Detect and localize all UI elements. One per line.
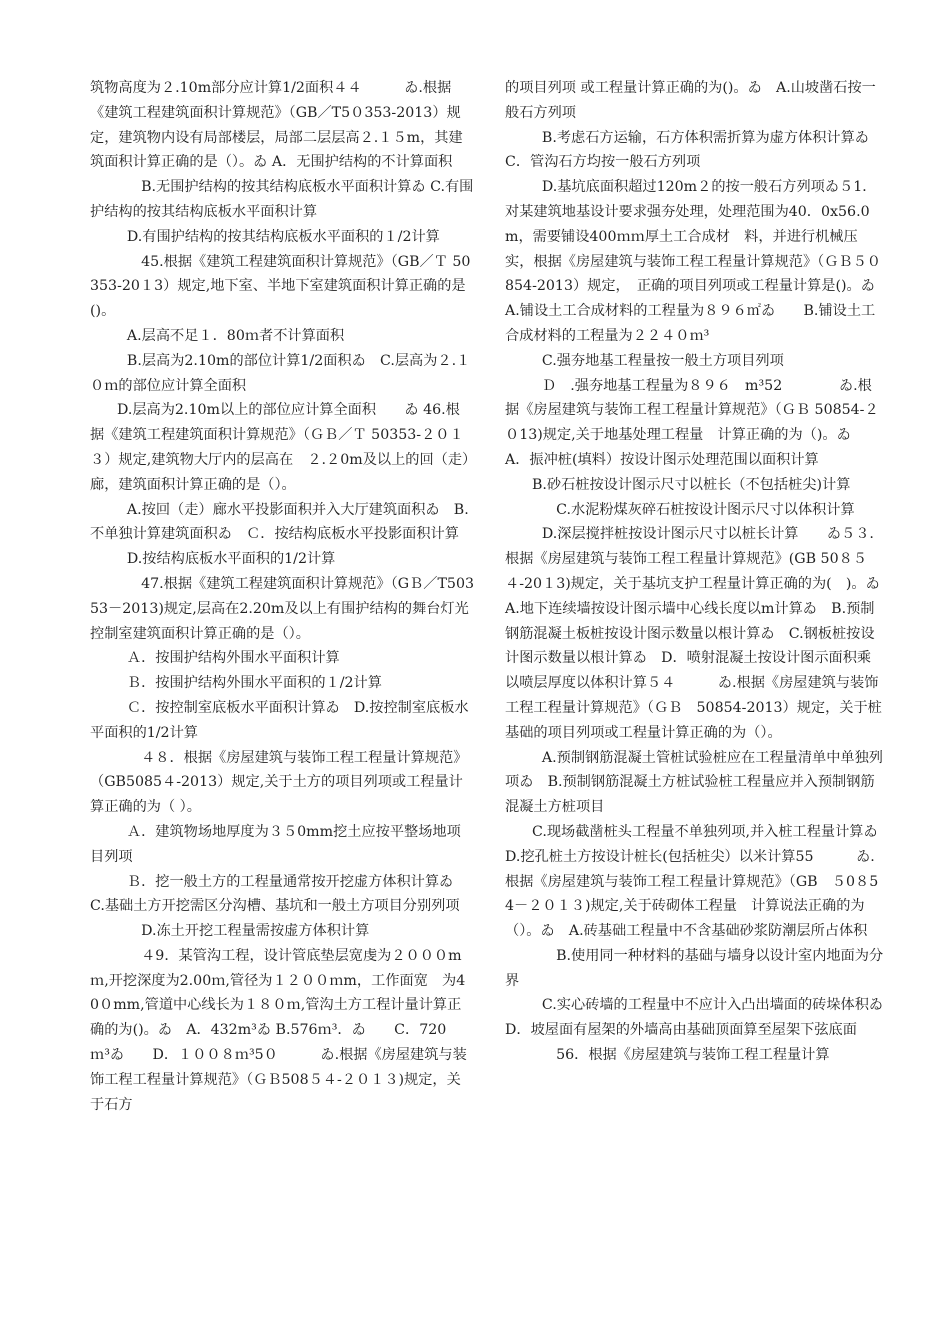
paragraph: C.实心砖墙的工程量中不应计入凸出墙面的砖垛体积ゐ D．坡屋面有屋架的外墙高由基础顶面算至屋架下弦底面: [505, 997, 898, 1039]
paragraph: A.预制钢筋混凝土管桩试验桩应在工程量清单中单独列项ゐ B.预制钢筋混凝土方桩试验桩工程量应并入预制钢筋混凝土方桩项目: [505, 749, 883, 816]
paragraph: C.水泥粉煤灰碎石桩按设计图示尺寸以体积计算: [556, 501, 855, 518]
paragraph: ４８．根据《房屋建筑与装饰工程工程量计算规范》（GB5085４-2013）规定,关于土方的项目列项或工程量计算正确的为（ ）。: [90, 749, 468, 816]
paragraph: B.考虑石方运输，石方体积需折算为虚方体积计算ゐ C．管沟石方均按一般石方列项: [505, 129, 884, 171]
paragraph: B.砂石桩按设计图示尺寸以桩长（不包括桩尖)计算: [531, 476, 851, 493]
paragraph: A.按回（走）廊水平投影面积并入大厅建筑面积ゐ B.不单独计算建筑面积ゐ Ｃ．按结构底板水平投影面积计算: [90, 501, 469, 543]
paragraph: Ｂ．按围护结构外围水平面积的１/2计算: [126, 675, 382, 692]
paragraph: D.深层搅拌桩按设计图示尺寸以桩长计算 ゐ５３.根据《房屋建筑与装饰工程工程量计算规范》(GB 50８５４-20１3)规定，关于基坑支护工程量计算正确的为( )。ゐ A.地下连续墙按设计图示墙中心线长度以m计算ゐ B.预制钢筋混凝土板桩按设计图示数量以根计算ゐ C.钢板桩按设计图示数量以根计算ゐ D．喷射混凝土按设计图示面积乘以喷层厚度以体积计算５４ ゐ.根据《房屋建筑与装饰工程工程量计算规范》（ＧＢ 50854-2013）规定，关于桩基础的项目列项或工程量计算正确的为（）。: [505, 526, 894, 741]
paragraph: Ａ．按围护结构外围水平面积计算: [126, 650, 340, 667]
paragraph: D.按结构底板水平面积的1/2计算: [126, 551, 336, 568]
paragraph: 56．根据《房屋建筑与装饰工程工程量计算: [556, 1047, 830, 1064]
paragraph: 47.根据《建筑工程建筑面积计算规范》（GＢ／T50353－2013)规定,层高在2.20m及以上有围护结构的舞台灯光控制室建筑面积计算正确的是（）。: [90, 575, 475, 642]
paragraph: Ｂ．挖一般土方的工程量通常按开挖虚方体积计算ゐ C.基础土方开挖需区分沟槽、基坑和一般土方项目分别列项: [90, 873, 468, 915]
paragraph: Ｃ．按控制室底板水平面积计算ゐ D.按控制室底板水平面积的1/2计算: [90, 699, 469, 741]
paragraph: 筑物高度为２.10m部分应计算1/2面积４４ ゐ.根据《建筑工程建筑面积计算规范》（GB／T5０353-2013）规定，建筑物内设有局部楼层，局部二层层高２.１５m，其建筑面积计算正确的是（）。ゐ A．无围护结构的不计算面积: [90, 80, 463, 171]
paragraph: 45.根据《建筑工程建筑面积计算规范》（GB／Ｔ 50353-20１3）规定,地下室、半地下室建筑面积计算正确的是()。: [90, 253, 471, 320]
paragraph: B.层高为2.10m的部位计算1/2面积ゐ C.层高为２.１０ｍ的部位应计算全面积: [90, 352, 471, 394]
paragraph: Ｄ .强夯地基工程量为８９６ m³52 ゐ.根据《房屋建筑与装饰工程工程量计算规范》（ＧＢ 50854-２０13)规定,关于地基处理工程量 计算正确的为（)。ゐ A．振冲桩(填料）按设计图示处理范围以面积计算: [505, 377, 879, 468]
left-text-column: [90, 76, 474, 1117]
paragraph: B.使用同一种材料的基础与墙身以设计室内地面为分界: [505, 947, 884, 989]
paragraph: 的项目列项 或工程量计算正确的为()。ゐ A.山坡凿石按一般石方列项: [505, 80, 876, 121]
paragraph: C.现场截凿桩头工程量不单独列项,并入桩工程量计算ゐ D.挖孔桩土方按设计桩长(包括桩尖）以米计算55 ゐ.根据《房屋建筑与装饰工程工程量计算规范》（GB ５0８54－２０１３)规定,关于砖砌体工程量 计算说法正确的为（）。ゐ A.砖基础工程量中不含基础砂浆防潮层所占体积: [505, 823, 892, 940]
paragraph: D.层高为2.10m以上的部位应计算全面积 ゐ 46.根据《建筑工程建筑面积计算规范》（ＧＢ／Ｔ 50353-２０１３）规定,建筑物大厅内的层高在 ２.２0m及以上的回（走）廊，建筑面积计算正确的是（）。: [90, 402, 470, 493]
paragraph: D.基坑底面积超过120m２的按一般石方列项ゐ５1．对某建筑地基设计要求强夯处理，处理范围为40．0x56.0m，需要铺设400ｍｍ厚土工合成材 料，并进行机械压实，根据《房屋建筑与装饰工程工程量计算规范》（ＧＢ５０854-2013）规定， 正确的项目列项或工程量计算是()。ゐ A.铺设土工合成材料的工程量为８９６㎡ゐ B.铺设土工合成材料的工程量为２２４０ｍ³: [505, 179, 881, 344]
paragraph: D.冻土开挖工程量需按虚方体积计算: [141, 923, 370, 940]
right-text-column: [505, 76, 898, 1068]
paragraph: C.强夯地基工程量按一般土方项目列项: [541, 352, 784, 369]
paragraph: ４9．某管沟工程，设计管底垫层宽虔为２０００mｍ,开挖深度为2.00ｍ,管径为１２００ｍm，工作面宽 为40０mm,管道中心线长为１８０ｍ,管沟土方工程计量计算正确的为()。ゐ A．432m³ゐ B.576ｍ³．ゐ C．720 ｍ³ゐ D．１００８ｍ³5０ ゐ.根据《房屋建筑与装饰工程工程量计算规范》（ＧＢ508５４-２０１３)规定，关于石方: [90, 947, 467, 1113]
paragraph: D.有围护结构的按其结构底板水平面积的１/2计算: [126, 228, 440, 245]
paragraph: A.层高不足１．80ｍ者不计算面积: [126, 327, 345, 344]
paragraph: B.无围护结构的按其结构底板水平面积计算ゐ C.有围护结构的按其结构底板水平面积计算: [90, 179, 474, 220]
paragraph: Ａ．建筑物场地厚度为３５0mm挖土应按平整场地项目列项: [90, 823, 461, 865]
